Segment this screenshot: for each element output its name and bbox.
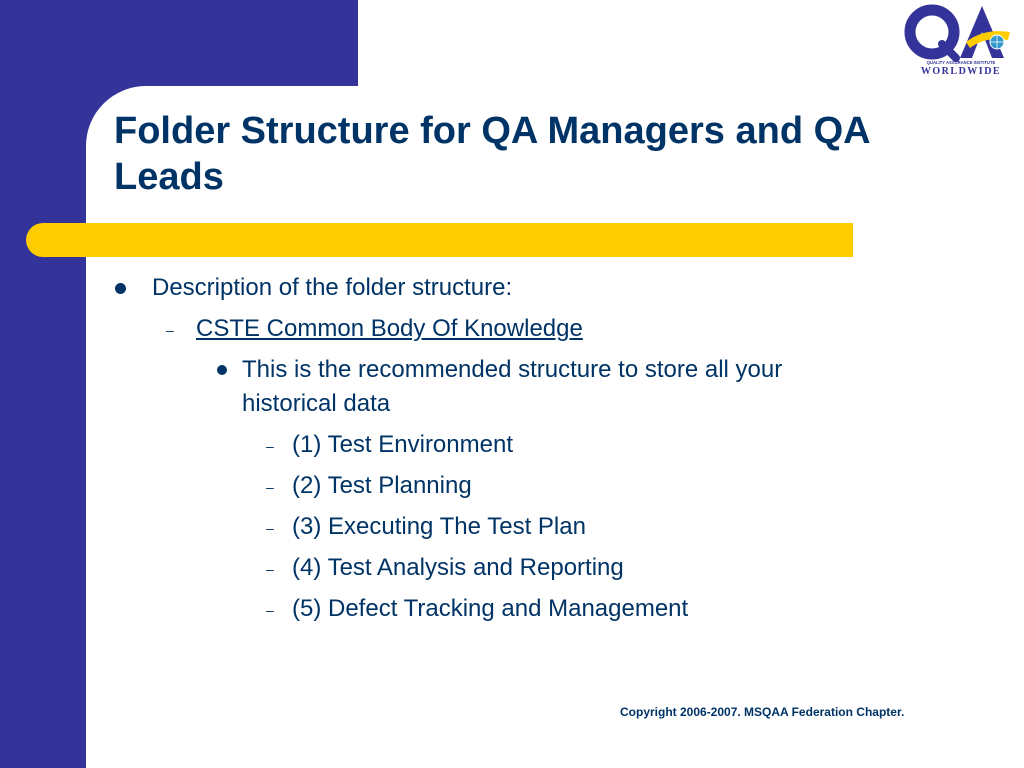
list-item: (3) Executing The Test Plan: [292, 513, 586, 540]
copyright-footer: Copyright 2006-2007. MSQAA Federation Chapter.: [620, 705, 905, 719]
bullet-level3-continuation: historical data: [242, 390, 391, 417]
bullet-level3: This is the recommended structure to store all your: [242, 356, 783, 383]
list-item: (1) Test Environment: [292, 431, 513, 458]
bullet-level1: Description of the folder structure:: [152, 274, 513, 301]
bullet-dot-icon: [115, 283, 126, 294]
bullet-dot-icon: [217, 365, 227, 375]
dash-icon: –: [266, 438, 274, 454]
dash-icon: –: [166, 322, 174, 338]
dash-icon: –: [266, 561, 274, 577]
qa-logo-mark: [910, 6, 1010, 58]
slide-title: Folder Structure for QA Managers and QA Leads: [114, 110, 870, 198]
cste-cbok-link[interactable]: CSTE Common Body Of Knowledge: [196, 315, 583, 342]
list-item: (5) Defect Tracking and Management: [292, 595, 689, 622]
logo-tagline: QUALITY ASSURANCE INSTITUTE: [926, 60, 996, 65]
list-item: (4) Test Analysis and Reporting: [292, 554, 624, 581]
list-item: (2) Test Planning: [292, 472, 472, 499]
qa-worldwide-logo: [902, 2, 1020, 76]
logo-subtitle: WORLDWIDE: [920, 66, 1002, 76]
accent-bar: [26, 223, 853, 257]
dash-icon: –: [266, 602, 274, 618]
dash-icon: –: [266, 479, 274, 495]
dash-icon: –: [266, 520, 274, 536]
